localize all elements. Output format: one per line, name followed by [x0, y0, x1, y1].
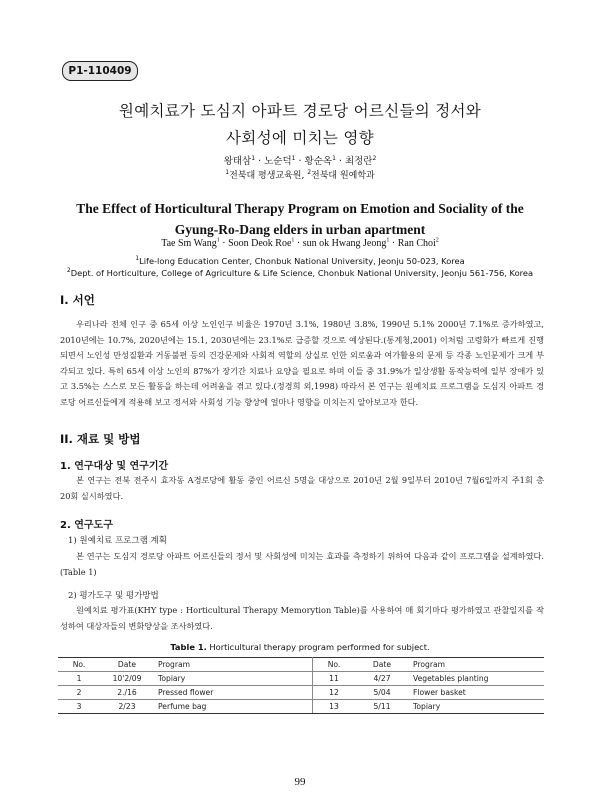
- table-row: [58, 672, 544, 686]
- english-title-line-1: The Effect of Horticultural Therapy Program on Emotion and Sociality of the: [76, 201, 524, 216]
- affil-sup: 1: [225, 169, 230, 176]
- table-caption-label: Table 1.: [170, 642, 207, 652]
- subsection-1-heading: 1. 연구대상 및 연구기간: [60, 461, 169, 472]
- item-1-body: 본 연구는 도심지 경로당 아파트 어르신들의 정서 및 사회성에 미치는 효과를 측정하기 위하여 다음과 같이 프로그램을 설계하였다.(Table 1): [60, 551, 544, 577]
- subsection-2-heading: 2. 연구도구: [60, 520, 113, 531]
- affil-text: 전북대 원예학과: [311, 171, 375, 181]
- cell-date: 2/23: [100, 700, 154, 714]
- author-name: 최정란: [344, 156, 373, 167]
- affil-line-1: [60, 255, 540, 267]
- author-sup: 1: [291, 237, 295, 244]
- affil-sup: 2: [307, 169, 312, 176]
- author-sup: 1: [386, 237, 390, 244]
- col-header-date: Date: [355, 658, 409, 672]
- cell-program: Perfume bag: [154, 700, 313, 714]
- affil-text: Life-long Education Center, Chonbuk National University, Jeonju 50-023, Korea: [139, 256, 465, 266]
- cell-date: 5/11: [355, 700, 409, 714]
- paper-id-badge: P1-110409: [62, 61, 138, 81]
- author-name: 왕태삼: [223, 156, 252, 167]
- cell-program: Topiary: [409, 700, 544, 714]
- affil-sup: 2: [66, 267, 71, 275]
- col-header-program: Program: [154, 658, 313, 672]
- table-caption-text: Horticultural therapy program performed for subject.: [206, 642, 430, 652]
- col-header-program: Program: [409, 658, 544, 672]
- korean-title-line-2: 사회성에 미치는 영향: [226, 129, 374, 147]
- author-name: 노순덕: [264, 156, 292, 167]
- cell-date: 10'2/09: [100, 672, 154, 686]
- author-name: Soon Deok Roe: [228, 238, 292, 249]
- item-1-title: 1) 원예치료 프로그램 계획: [68, 536, 167, 546]
- page-number: 99: [294, 776, 306, 788]
- english-authors: Tae Sm Wang$^1$ · Soon Deok Roe$^1$ · sun ok Hwang Jeong$^1$ · Ran Choi$^2$: [161, 237, 439, 249]
- cell-date: 2./16: [100, 686, 154, 700]
- korean-title: [40, 98, 560, 152]
- korean-authors: 왕태삼$^1$ · 노순덕$^1$ · 황순옥$^1$ · 최정란$^2$: [223, 154, 377, 167]
- cell-program: Vegetables planting: [409, 672, 544, 686]
- item-2-body: 원예치료 평가표(KHY type : Horticultural Therapy Memorytion Table)를 사용하여 매 회기마다 평가하였고 관찰일지를 작성하여 대상자들의 변화양상을 조사하였다.: [60, 605, 544, 631]
- table-header-row: [58, 658, 544, 672]
- cell-no: 2: [58, 686, 100, 700]
- col-header-no: No.: [58, 658, 100, 672]
- section-2-heading: II. 재료 및 방법: [60, 432, 141, 446]
- affil-text: Dept. of Horticulture, College of Agriculture & Life Science, Chonbuk National University, Jeonju 561-756, Korea: [70, 268, 534, 278]
- english-title: [60, 198, 540, 240]
- cell-no: 13: [313, 700, 356, 714]
- author-sup: 1: [291, 154, 296, 162]
- korean-title-line-1: 원예치료가 도심지 아파트 경로당 어르신들의 정서와: [118, 102, 482, 120]
- table-caption: [0, 642, 600, 652]
- cell-no: 11: [313, 672, 356, 686]
- cell-date: 4/27: [355, 672, 409, 686]
- author-sup: 2: [435, 237, 439, 244]
- section-1-heading: I. 서언: [60, 293, 95, 307]
- author-name: 황순옥: [304, 156, 333, 167]
- table-row: [58, 700, 544, 714]
- subsection-1-body: 본 연구는 전북 전주시 효자동 A경로당에 활동 중인 어르신 5명을 대상으로 2010년 2월 9일부터 2010년 7월6일까지 주1회 총 20회 실시하였다.: [60, 475, 544, 501]
- affil-line-2: [60, 267, 540, 279]
- affil-sup: 1: [135, 255, 140, 263]
- author-sup: 1: [251, 154, 256, 162]
- col-header-date: Date: [100, 658, 154, 672]
- english-affiliations: [60, 255, 540, 279]
- author-sup: 2: [372, 154, 377, 162]
- section-1-body: 우리나라 전체 인구 중 65세 이상 노인인구 비율은 1970년 3.1%, 1980년 3.8%, 1990년 5.1% 2000년 7.1%로 증가하였고, 2010년에는 10.7%, 2020년에는 15.1, 2030년에는 23.1%로 급증할 것으로 예상된다.(통계청,2001) 이처럼 고령화가 빠르게 진행되면서 노인성 만성질환과 거동불편 등의 건강문제와 사회적 역할의 상실로 인한 외로움과 여가활용의 문제 등 각종 노인문제가 크게 부각되고 있다. 특히 65세 이상 노인의 87%가 장기간 치료나 요양을 필요로 하며 이들 중 31.9%가 일상생활 동작능력에 일부 장애가 있고 3.5%는 스스로 모든 활동을 하는데 어려움을 겪고 있다.(정경희 외,1998) 따라서 본 연구는 원예치료 프로그램을 도심지 아파트 경로당 어르신들에게 적용해 보고 정서와 사회성 기능 향상에 얼마나 영향을 미치는지 알아보고자 한다.: [60, 319, 544, 407]
- cell-program: Flower basket: [409, 686, 544, 700]
- cell-no: 3: [58, 700, 100, 714]
- cell-program: Topiary: [154, 672, 313, 686]
- affil-text: 전북대 평생교육원,: [229, 171, 308, 181]
- author-sup: 1: [216, 237, 220, 244]
- english-title-line-2: Gyung-Ro-Dang elders in urban apartment: [174, 222, 426, 237]
- program-table: [58, 657, 544, 714]
- item-2-title: 2) 평가도구 및 평가방법: [68, 591, 159, 601]
- cell-no: 1: [58, 672, 100, 686]
- cell-no: 12: [313, 686, 356, 700]
- author-name: sun ok Hwang Jeong: [302, 238, 387, 249]
- author-sup: 1: [332, 154, 336, 162]
- cell-program: Pressed flower: [154, 686, 313, 700]
- col-header-no: No.: [313, 658, 356, 672]
- author-name: Tae Sm Wang: [161, 238, 217, 249]
- korean-affiliations: [0, 168, 600, 181]
- table-row: [58, 686, 544, 700]
- cell-date: 5/04: [355, 686, 409, 700]
- author-name: Ran Choi: [397, 238, 436, 249]
